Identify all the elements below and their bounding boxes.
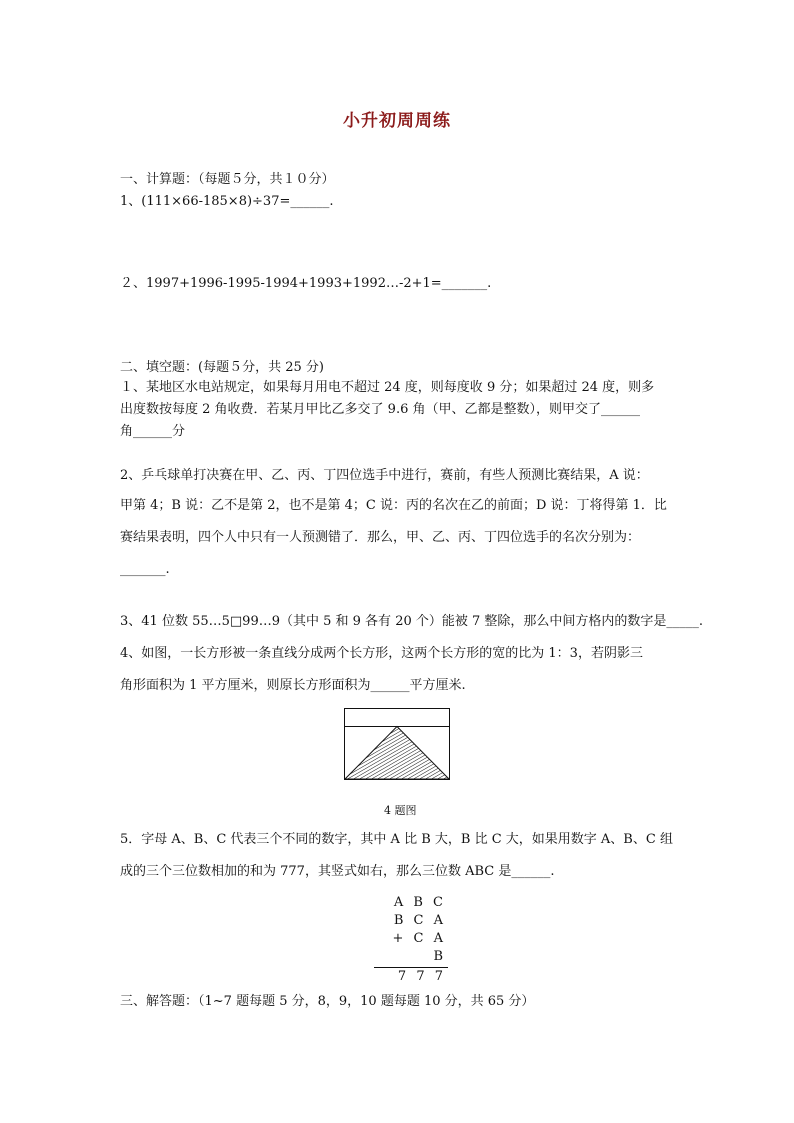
- section1-heading: 一、计算题：（每题５分，共１０分）: [120, 172, 335, 187]
- page-title: 小升初周周练: [343, 111, 451, 131]
- sum-row-2: B C A: [393, 913, 446, 928]
- section2-q2-line2: 甲第 4；B 说：乙不是第 2，也不是第 4；C 说：丙的名次在乙的前面；D 说：丁将得第 1．比: [120, 498, 667, 513]
- section2-q5-line2: 成的三个三位数相加的和为 777，其竖式如右，那么三位数 ABC 是______.: [120, 864, 555, 879]
- section2-q3: 3、41 位数 55…5□99…9（其中 5 和 9 各有 20 个）能被 7 整除，那么中间方格内的数字是_____.: [120, 614, 704, 629]
- section1-q2: ２、1997+1996-1995-1994+1993+1992…-2+1=_______.: [120, 276, 492, 291]
- figure-caption: 4 题图: [384, 804, 417, 817]
- sum-row-3: + C A B: [392, 931, 446, 964]
- section3-heading: 三、解答题：（1~7 题每题 5 分，8，9，10 题每题 10 分，共 65 分）: [120, 994, 535, 1009]
- section2-q4-line1: 4、如图，一长方形被一条直线分成两个长方形，这两个长方形的宽的比为 1：3，若阴影三: [120, 646, 643, 661]
- section2-q2-line4: _______.: [120, 562, 170, 577]
- section1-q1: 1、(111×66-185×8)÷37=______.: [120, 194, 334, 209]
- section2-q1-line3: 角______分: [120, 424, 186, 439]
- vertical-sum: [374, 894, 448, 986]
- rectangle-figure: [344, 708, 450, 780]
- section2-q2-line1: 2、乒乓球单打决赛在甲、乙、丙、丁四位选手中进行，赛前，有些人预测比赛结果，A 说：: [120, 468, 649, 483]
- section2-q1-line1: １、某地区水电站规定，如果每月用电不超过 24 度，则每度收 9 分；如果超过 24 度，则多: [120, 380, 655, 395]
- section2-heading: 二、填空题：(每题５分，共 25 分): [120, 360, 324, 375]
- section2-q4-line2: 角形面积为 1 平方厘米，则原长方形面积为______平方厘米.: [120, 678, 466, 693]
- section2-q1-line2: 出度数按每度 2 角收费．若某月甲比乙多交了 9.6 角（甲、乙都是整数），则甲交了______: [120, 402, 640, 417]
- rectangle-triangle-diagram: [344, 708, 450, 780]
- sum-row-1: A B C: [393, 895, 446, 910]
- sum-result: 7 7 7: [397, 969, 446, 984]
- section2-q5-line1: 5．字母 A、B、C 代表三个不同的数字，其中 A 比 B 大，B 比 C 大，如果用数字 A、B、C 组: [120, 832, 673, 847]
- section2-q2-line3: 赛结果表明，四个人中只有一人预测错了．那么，甲、乙、丙、丁四位选手的名次分别为：: [120, 530, 641, 545]
